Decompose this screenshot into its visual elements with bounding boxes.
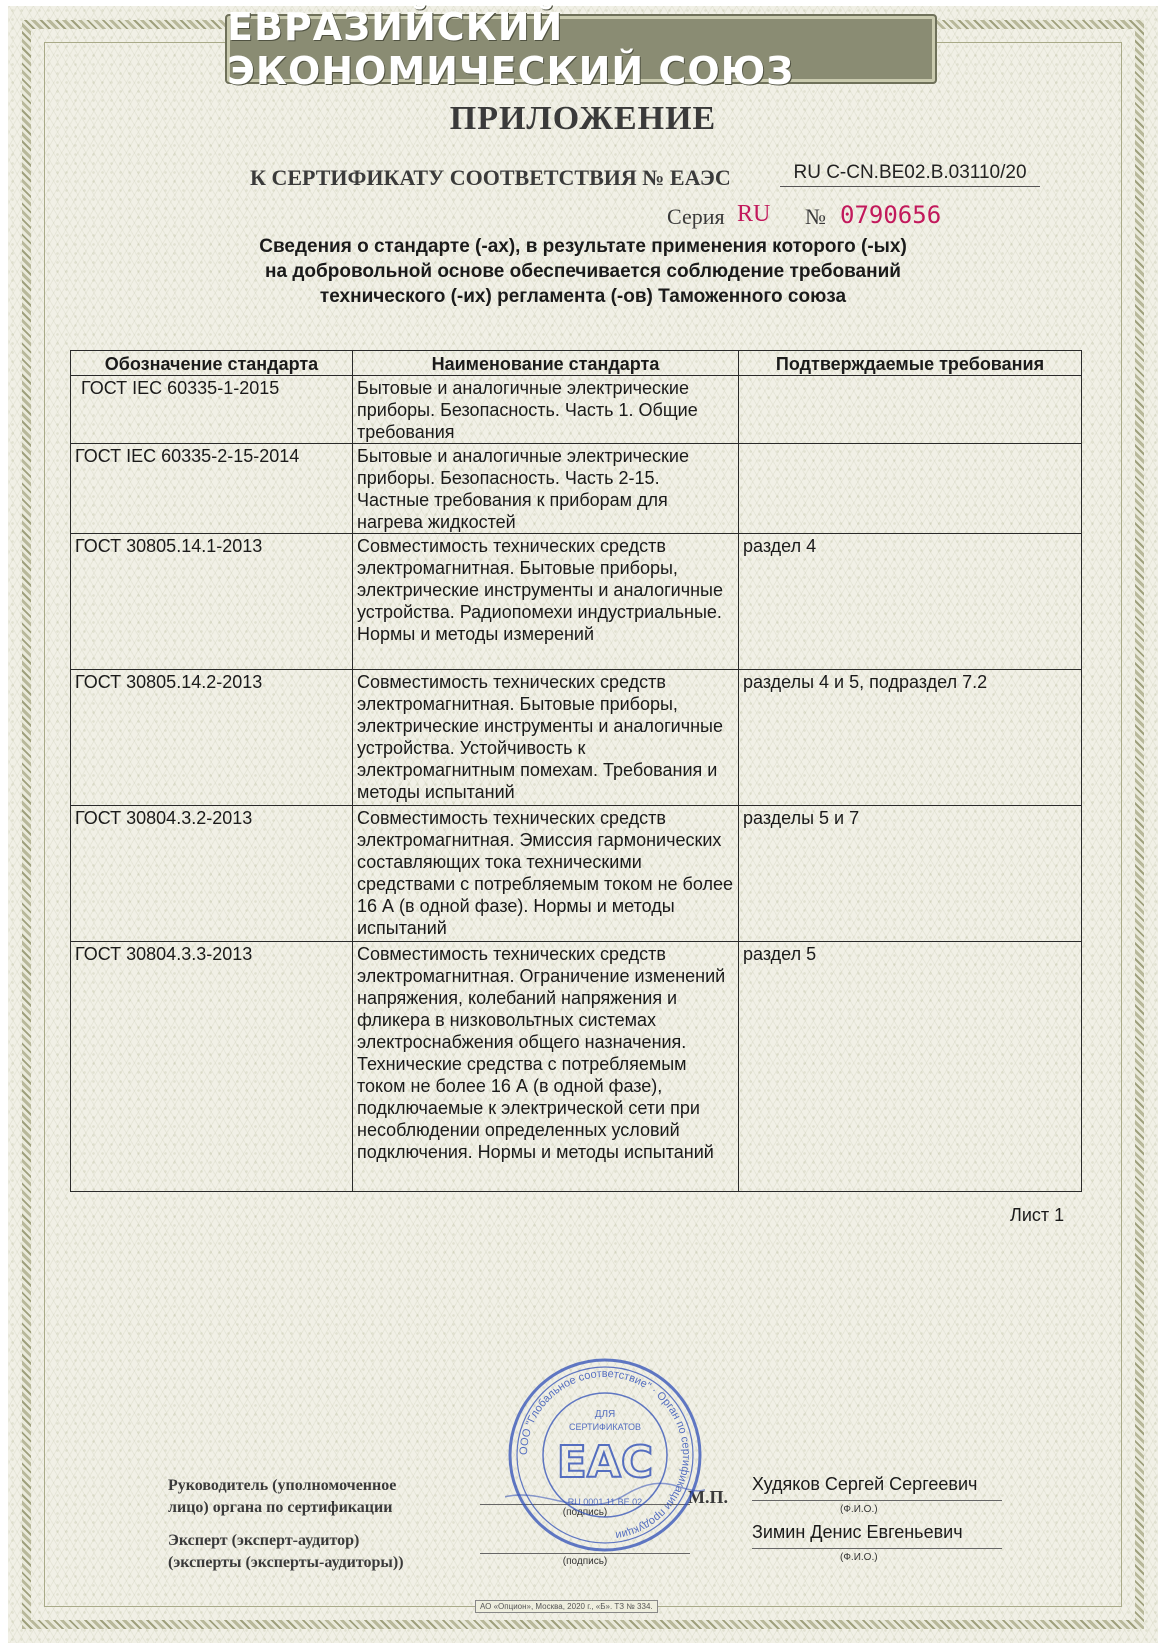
header-requirements: Подтверждаемые требования [739, 351, 1082, 376]
expert-signature-caption: (подпись) [562, 1556, 608, 1567]
standard-name: Совместимость технических средств электромагнитная. Ограничение изменений напряжения, колебаний напряжения и фликера в низковольтных системах электроснабжения общего назначения. Технические средства с потребляемым током не более 16 А (в одной фазе), подключаемые к электрической сети при несоблюдении определенных условий подключения. Нормы и методы испытаний [353, 942, 739, 1192]
stamp-ring-text: ООО "Глобальное соответствие" · Орган по сертификации продукции [517, 1367, 693, 1542]
printer-imprint: АО «Опцион», Москва, 2020 г., «Б». ТЗ № 334. [475, 1600, 658, 1613]
form-number: 0790656 [840, 201, 942, 229]
number-label: № [805, 204, 826, 229]
union-header-plate [225, 5, 937, 93]
standard-name: Бытовые и аналогичные электрические приборы. Безопасность. Часть 1. Общие требования [353, 376, 739, 444]
subtitle-line: на добровольной основе обеспечивается соблюдение требований [265, 261, 901, 282]
table-row [71, 942, 1082, 1192]
head-label [168, 1475, 396, 1519]
requirements: раздел 4 [739, 534, 1082, 670]
stamp-center-top: ДЛЯ [594, 1409, 616, 1420]
subtitle-line: Сведения о стандарте (-ах), в результате применения которого (-ых) [259, 236, 907, 257]
page-title: ПРИЛОЖЕНИЕ [449, 100, 717, 137]
requirements [739, 376, 1082, 444]
requirements: раздел 5 [739, 942, 1082, 1192]
standard-name: Совместимость технических средств электромагнитная. Бытовые приборы, электрические инструменты и аналогичные устройства. Радиопомехи индустриальные. Нормы и методы измерений [353, 534, 739, 670]
table-row [71, 444, 1082, 534]
head-label-line: лицо) органа по сертификации [168, 1499, 393, 1516]
subtitle [120, 234, 1046, 309]
eac-mark: EAC [556, 1437, 654, 1488]
expert-fio-caption: (Ф.И.О.) [840, 1552, 878, 1563]
standard-code: ГОСТ 30805.14.2-2013 [71, 670, 353, 806]
table-row [71, 806, 1082, 942]
head-name: Худяков Сергей Сергеевич [752, 1474, 978, 1494]
certification-stamp [505, 1355, 705, 1555]
requirements [739, 444, 1082, 534]
stamp-center-mid: СЕРТИФИКАТОВ [568, 1422, 642, 1432]
expert-label [168, 1530, 404, 1574]
table-row [71, 534, 1082, 670]
standard-code: ГОСТ 30804.3.2-2013 [71, 806, 353, 942]
head-fio-caption: (Ф.И.О.) [840, 1504, 878, 1515]
standard-code: ГОСТ IEC 60335-2-15-2014 [71, 444, 353, 534]
head-signature-caption: (подпись) [562, 1507, 608, 1518]
stamp-code: RU.0001.11.BE.02 [567, 1497, 643, 1507]
expert-label-line: (эксперты (эксперты-аудиторы)) [168, 1554, 404, 1571]
table-header-row [71, 351, 1082, 376]
requirements: разделы 5 и 7 [739, 806, 1082, 942]
expert-name: Зимин Денис Евгеньевич [752, 1522, 963, 1542]
header-standard-name: Наименование стандарта [353, 351, 739, 376]
expert-name-line [752, 1548, 1002, 1549]
certificate-number: RU C-CN.BE02.B.03110/20 [780, 162, 1040, 187]
series-value: RU [737, 201, 771, 227]
table-row [71, 376, 1082, 444]
head-name-line [752, 1500, 1002, 1501]
standards-table [70, 350, 1082, 1192]
standard-name: Совместимость технических средств электромагнитная. Эмиссия гармонических составляющих тока техническими средствами с потребляемым током не более 16 А (в одной фазе). Нормы и методы испытаний [353, 806, 739, 942]
standard-name: Бытовые и аналогичные электрические приборы. Безопасность. Часть 2-15. Частные требования к приборам для нагрева жидкостей [353, 444, 739, 534]
header-standard-code: Обозначение стандарта [71, 351, 353, 376]
series-label: Серия [667, 204, 725, 229]
table-row [71, 670, 1082, 806]
standard-code: ГОСТ 30805.14.1-2013 [71, 534, 353, 670]
sheet-number: Лист 1 [1010, 1205, 1065, 1225]
seal-place-label: М.П. [688, 1487, 728, 1507]
head-label-line: Руководитель (уполномоченное [168, 1477, 397, 1494]
standard-code: ГОСТ 30804.3.3-2013 [71, 942, 353, 1192]
certificate-label: К СЕРТИФИКАТУ СООТВЕТСТВИЯ № ЕАЭС [250, 165, 731, 190]
standard-name: Совместимость технических средств электромагнитная. Бытовые приборы, электрические инструменты и аналогичные устройства. Устойчивость к электромагнитным помехам. Требования и методы испытаний [353, 670, 739, 806]
standard-code: ГОСТ IEC 60335-1-2015 [71, 376, 353, 444]
requirements: разделы 4 и 5, подраздел 7.2 [739, 670, 1082, 806]
union-name: ЕВРАЗИЙСКИЙ ЭКОНОМИЧЕСКИЙ СОЮЗ [227, 5, 795, 93]
expert-label-line: Эксперт (эксперт-аудитор) [168, 1532, 360, 1549]
subtitle-line: технического (-их) регламента (-ов) Таможенного союза [319, 286, 847, 307]
